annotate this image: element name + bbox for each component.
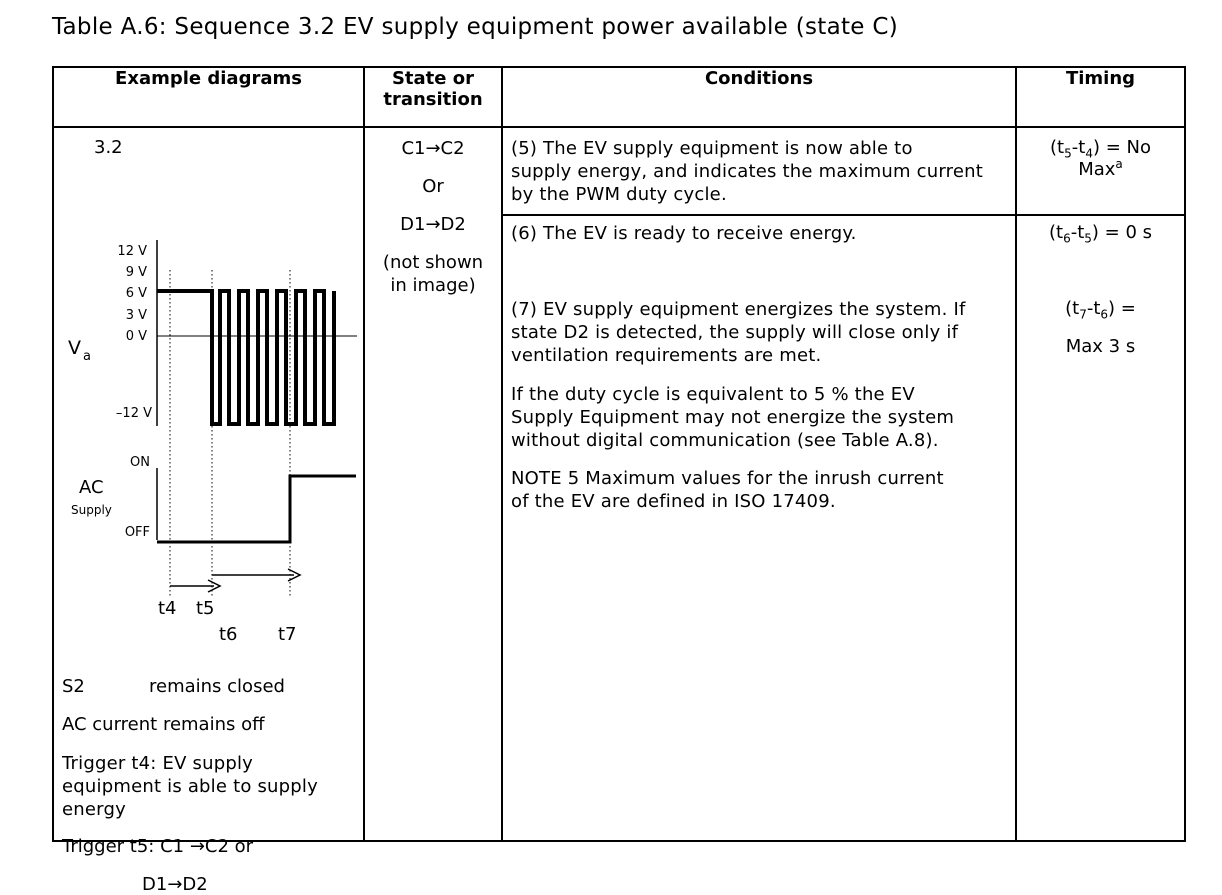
t5-label: t5 — [196, 598, 215, 619]
timing-t7-t6: $(t_7-t_6)$ = — [1065, 298, 1136, 322]
header-state-line2: transition — [383, 89, 483, 110]
condition-7 — [511, 298, 966, 367]
trigger-t4-line3: energy — [62, 799, 126, 820]
note-5-line2: of the EV are defined in ISO 17409. — [511, 491, 836, 512]
ac-supply-waveform — [157, 476, 356, 542]
note-5 — [511, 467, 944, 513]
sequence-table — [52, 66, 1186, 895]
example-diagrams-cell — [53, 127, 364, 895]
timing-t7-t6-max: Max 3 s — [1065, 336, 1136, 357]
y-label-12v: 12 V — [117, 244, 147, 259]
timing-t6-t5: $(t_6-t_5) = 0$ s — [1048, 222, 1153, 246]
header-example-diagrams: Example diagrams — [53, 67, 364, 127]
t6-label: t6 — [219, 624, 238, 645]
condition-5 — [511, 137, 983, 206]
t4-label: t4 — [158, 598, 177, 619]
condition-7-line3: ventilation requirements are met. — [511, 345, 822, 366]
conditions-cell — [502, 127, 1016, 841]
sequence-number: 3.2 — [94, 137, 123, 158]
y-label-3v: 3 V — [125, 308, 147, 323]
va-subscript: a — [83, 349, 91, 364]
ac-label: AC — [79, 477, 104, 498]
timing-cell — [1016, 127, 1185, 841]
y-label-minus12v: –12 V — [115, 406, 152, 421]
s2-status: remains closed — [149, 676, 285, 697]
state-d1-d2: D1→D2 — [400, 214, 466, 235]
condition-7-line1: (7) EV supply equipment energizes the system. If — [511, 299, 966, 320]
s2-label: S2 — [62, 676, 85, 697]
condition-5-line1: (5) The EV supply equipment is now able to — [511, 138, 913, 159]
state-or: Or — [422, 176, 444, 197]
trigger-t4-line1: Trigger t4: EV supply — [62, 753, 253, 774]
ac-status: AC current remains off — [62, 714, 265, 735]
timing-t5-t4: $(t_5-t_4) = No$ — [1050, 137, 1151, 161]
state-note-line1: (not shown — [382, 252, 484, 273]
y-label-0v: 0 V — [125, 329, 147, 344]
timing-divider — [1017, 214, 1184, 216]
header-row — [53, 67, 1185, 127]
condition-5-line3: by the PWM duty cycle. — [511, 184, 727, 205]
y-label-6v: 6 V — [125, 286, 147, 301]
condition-duty-line3: without digital communication (see Table A.8). — [511, 430, 939, 451]
y-label-9v: 9 V — [125, 265, 147, 280]
condition-6: (6) The EV is ready to receive energy. — [511, 223, 857, 244]
condition-7-line2: state D2 is detected, the supply will close only if — [511, 322, 959, 343]
state-note-line2: in image) — [390, 275, 476, 296]
supply-label: Supply — [71, 503, 112, 517]
timing-t5-t4-max: Max$^a$ — [1078, 157, 1123, 180]
header-state-line1: State or — [391, 68, 475, 89]
header-state — [364, 67, 502, 127]
trigger-t4-line2: equipment is able to supply — [62, 776, 318, 797]
timing-diagram — [54, 128, 363, 598]
header-conditions: Conditions — [502, 67, 1016, 127]
header-timing: Timing — [1016, 67, 1185, 127]
pwm-waveform — [157, 291, 334, 424]
trigger-t5-line1: Trigger t5: C1 →C2 or — [62, 836, 254, 857]
va-label: V — [68, 337, 81, 359]
on-label: ON — [130, 455, 150, 470]
t7-label: t7 — [278, 624, 297, 645]
note-5-line1: NOTE 5 Maximum values for the inrush current — [511, 468, 944, 489]
state-cell — [364, 127, 502, 841]
table-caption: Table A.6: Sequence 3.2 EV supply equipment power available (state C) — [52, 14, 899, 40]
off-label: OFF — [124, 525, 150, 540]
state-c1-c2: C1→C2 — [401, 138, 465, 159]
trigger-t4 — [62, 752, 362, 821]
condition-5-line2: supply energy, and indicates the maximum current — [511, 161, 983, 182]
condition-duty-line1: If the duty cycle is equivalent to 5 % the EV — [511, 384, 915, 405]
trigger-t5-line2: D1→D2 — [142, 874, 208, 895]
body-row — [53, 127, 1185, 841]
condition-duty-line2: Supply Equipment may not energize the system — [511, 407, 955, 428]
conditions-divider — [503, 214, 1015, 216]
condition-duty-cycle — [511, 383, 954, 452]
